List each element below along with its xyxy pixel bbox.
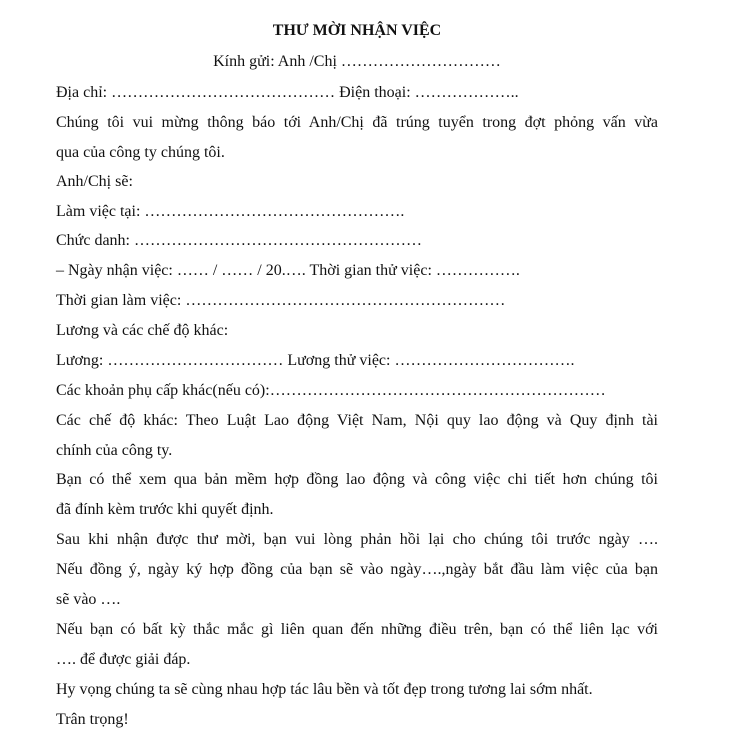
contract-paragraph-line: đã đính kèm trước khi quyết định. — [56, 501, 274, 518]
address-phone-line: Địa chỉ: …………………………………… Điện thoại: ……………….. — [56, 84, 519, 101]
workplace-line: Làm việc tại: …………………………………………. — [56, 203, 405, 220]
regards-line: Trân trọng! — [56, 711, 129, 728]
allowance-line: Các khoản phụ cấp khác(nếu có):……………………………………………………… — [56, 382, 606, 399]
reply-deadline-line: Sau khi nhận được thư mời, bạn vui lòng phản hồi lại cho chúng tôi trước ngày …. — [56, 531, 658, 548]
anh-chi-se-line: Anh/Chị sẽ: — [56, 173, 133, 190]
benefits-line: Các chế độ khác: Theo Luật Lao động Việt Nam, Nội quy lao động và Quy định tài — [56, 412, 658, 429]
working-hours-line: Thời gian làm việc: …………………………………………………… — [56, 292, 506, 309]
contact-paragraph-line: …. để được giải đáp. — [56, 651, 191, 668]
start-date-line: – Ngày nhận việc: …… / …… / 20.…. Thời gian thử việc: ……………. — [56, 262, 520, 279]
position-line: Chức danh: ……………………………………………… — [56, 232, 422, 249]
intro-paragraph-line: Chúng tôi vui mừng thông báo tới Anh/Chị đã trúng tuyển trong đợt phỏng vấn vừa — [56, 114, 658, 131]
greeting-line: Kính gửi: Anh /Chị ………………………… — [213, 53, 501, 70]
contract-paragraph-line: Bạn có thể xem qua bản mềm hợp đồng lao động và công việc chi tiết hơn chúng tôi — [56, 471, 658, 488]
signing-date-line: Nếu đồng ý, ngày ký hợp đồng của bạn sẽ vào ngày….,ngày bắt đầu làm việc của bạn — [56, 561, 658, 578]
document-title: THƯ MỜI NHẬN VIỆC — [272, 22, 442, 39]
closing-wish-line: Hy vọng chúng ta sẽ cùng nhau hợp tác lâu bền và tốt đẹp trong tương lai sớm nhất. — [56, 681, 593, 698]
salary-heading-line: Lương và các chế độ khác: — [56, 322, 229, 339]
benefits-line: chính của công ty. — [56, 442, 173, 459]
salary-line: Lương: …………………………… Lương thử việc: ……………………………. — [56, 352, 575, 369]
intro-paragraph-line: qua của công ty chúng tôi. — [56, 144, 225, 161]
contact-paragraph-line: Nếu bạn có bất kỳ thắc mắc gì liên quan đến những điều trên, bạn có thể liên lạc với — [56, 621, 658, 638]
signing-date-line: sẽ vào …. — [56, 591, 121, 608]
